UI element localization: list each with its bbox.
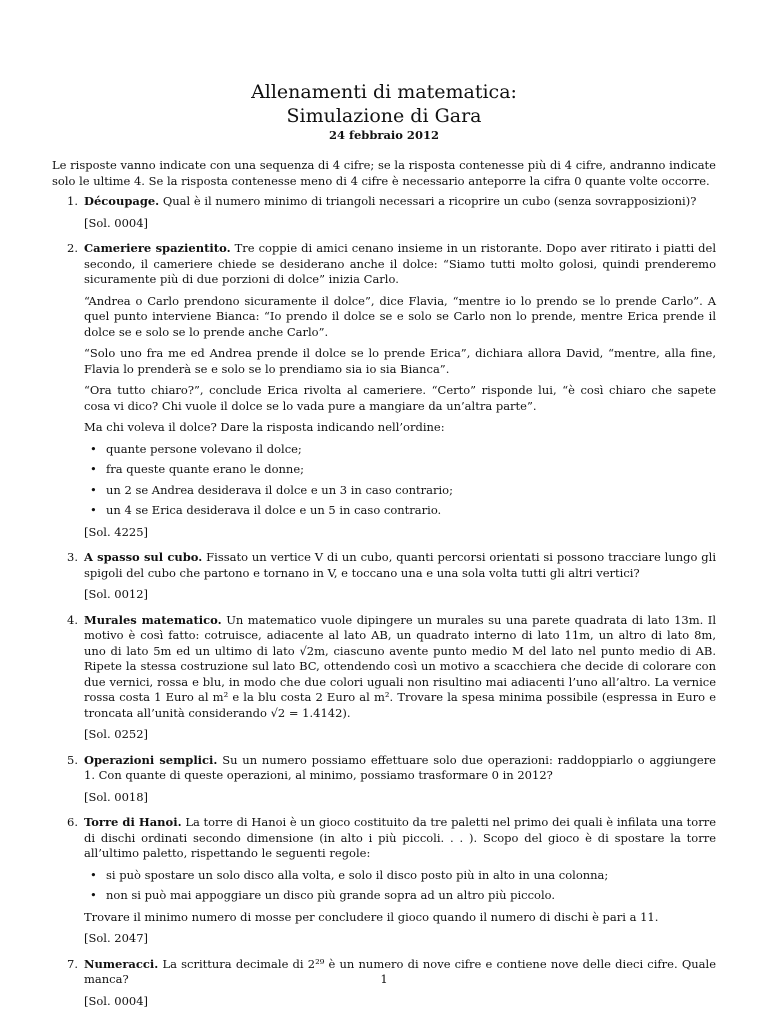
problem-6 [52,815,716,947]
problem-statement [84,753,716,784]
problem-text: Un matematico vuole dipingere un murales su una parete quadrata di lato 13m. Il motivo è così fatto: cotruisce, adiacente al lato AB, un quadrato interno di lato 11m, un altro di lato 8m, uno di lato 5m ed un ultimo di lato √2m, ciascuno avente punto medio M del lato nel punto medio di AB. Ripete la stessa costruzione sul lato BC, ottendendo così un motivo a scacchiera che decide di colorare con due vernici, rossa e blu, in modo che due colori uguali non risultino mai adiacenti l’uno all’altro. La vernice rossa costa 1 Euro al m² e la blu costa 2 Euro al m². Trovare la spesa minima possibile (espressa in Euro e troncata all’unità considerando √2 = 1.4142). [84,612,717,720]
bullet-item: • quante persone volevano il dolce; [84,442,716,458]
problem-statement [84,550,716,581]
title-line-1: Allenamenti di matematica: [251,81,517,103]
problem-solution: [Sol. 0018] [84,789,149,804]
bullet-list [84,868,716,904]
problem-title: Cameriere spazientito. [84,241,231,255]
title-line-2: Simulazione di Gara [286,105,482,127]
problem-text: Fissato un vertice V di un cubo, quanti percorsi orientati si possono tracciare lungo gli spigoli del cubo che partono e tornano in V, e toccano una e una sola volta tutti gli altri vertici? [84,550,717,580]
document-date: 24 febbraio 2012 [329,128,439,142]
bullet-list [84,442,716,519]
problem-solution: [Sol. 0012] [84,587,149,601]
problem-list [52,194,716,1019]
page-number: 1 [380,972,388,986]
problem-paragraph: Ma chi voleva il dolce? Dare la risposta indicando nell’ordine: [84,420,445,434]
problem-statement [84,194,716,210]
problem-title: Murales matematico. [84,612,222,627]
problem-3 [52,550,716,603]
problem-paragraph: “Ora tutto chiaro?”, conclude Erica rivolta al cameriere. “Certo” risponde lui, “è così chiaro che sapete cosa vi dico? Chi vuole il dolce se lo vada pure a mangiare da un’altra parte”. [84,383,716,413]
problem-number: 2. [67,241,78,255]
problem-paragraph: Trovare il minimo numero di mosse per concludere il gioco quando il numero di dischi è pari a 11. [84,909,659,924]
problem-title: Torre di Hanoi. [84,815,182,829]
problem-5 [52,753,716,806]
bullet-item: • non si può mai appoggiare un disco più grande sopra ad un altro più piccolo. [84,888,716,904]
problem-text: La scrittura decimale di 2²⁹ è un numero di nove cifre e contiene nove delle dieci cifre. Quale manca? [84,956,717,986]
intro-paragraph: Le risposte vanno indicate con una sequenza di 4 cifre; se la risposta contenesse più di 4 cifre, andranno indicate solo le ultime 4. Se la risposta contenesse meno di 4 cifre è necessario anteporre la cifra 0 quante volte occorre. [52,158,716,188]
problem-statement [84,815,716,862]
problem-4 [52,613,716,743]
problem-number: 7. [67,956,78,971]
problem-solution: [Sol. 0004] [84,215,149,230]
problem-text: La torre di Hanoi è un gioco costituito da tre paletti nel primo dei quali è infilata una torre di dischi ordinati secondo dimensione (in alto i più piccoli. . . ). Scopo del gioco è di spostare la torre all’ultimo paletto, rispettando le seguenti regole: [84,815,717,860]
problem-text: Qual è il numero minimo di triangoli necessari a ricoprire un cubo (senza sovrapposizioni)? [162,194,697,208]
problem-statement [84,613,716,722]
problem-title: Découpage. [84,194,160,208]
problem-title: Numeracci. [84,956,159,971]
problem-2 [52,241,716,540]
problem-number: 5. [67,752,78,767]
problem-paragraph: “Solo uno fra me ed Andrea prende il dolce se lo prende Erica”, dichiara allora David, “mentre, alla fine, Flavia lo prenderà se e solo se lo prendiamo sia io sia Bianca”. [84,346,716,376]
bullet-item: • un 4 se Erica desiderava il dolce e un 5 in caso contrario. [84,503,716,519]
bullet-item: • si può spostare un solo disco alla volta, e solo il disco posto più in alto in una colonna; [84,868,716,884]
problem-title: A spasso sul cubo. [84,550,203,564]
problem-number: 3. [67,550,78,564]
problem-solution: [Sol. 4225] [84,524,149,539]
problem-paragraph: “Andrea o Carlo prendono sicuramente il dolce”, dice Flavia, “mentre io lo prendo se lo prende Carlo”. A quel punto interviene Bianca: “Io prendo il dolce se e solo se Carlo non lo prende, mentre Erica prende il dolce se e solo se lo prende anche Carlo”. [84,293,716,339]
problem-text: Su un numero possiamo effettuare solo due operazioni: raddoppiarlo o aggiungere 1. Con quante di queste operazioni, al minimo, possiamo trasformare 0 in 2012? [84,752,716,782]
document-title [0,80,768,128]
problem-text: Tre coppie di amici cenano insieme in un ristorante. Dopo aver ritirato i piatti del secondo, il cameriere chiede se desiderano anche il dolce: “Siamo tutti molto golosi, quindi prenderemo sicuramente più di due porzioni di dolce” inizia Carlo. [84,241,716,286]
bullet-item: • fra queste quante erano le donne; [84,462,716,478]
problem-solution: [Sol. 0004] [84,993,149,1008]
problem-number: 4. [67,612,78,627]
problem-solution: [Sol. 2047] [84,931,149,945]
problem-1 [52,194,716,231]
problem-title: Operazioni semplici. [84,752,218,767]
bullet-item: • un 2 se Andrea desiderava il dolce e un 3 in caso contrario; [84,483,716,499]
problem-number: 1. [67,194,78,208]
problem-statement [84,241,716,288]
problem-number: 6. [67,815,78,829]
problem-solution: [Sol. 0252] [84,727,149,741]
